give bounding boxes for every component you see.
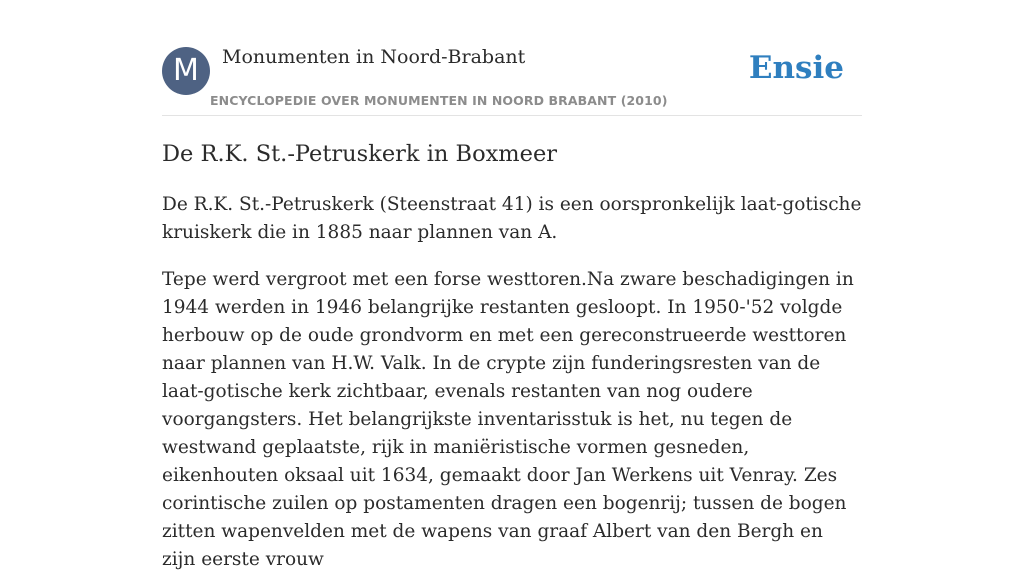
avatar[interactable]: M (162, 47, 210, 95)
article-paragraph: Tepe werd vergroot met een forse westtoren.Na zware beschadigingen in 1944 werden in 1946 belangrijke restanten gesloopt. In 1950-'52 volgde herbouw op de oude grondvorm en met een gereconstrueerde westtoren naar plannen van H.W. Valk. In de crypte zijn funderingsresten van de laat-gotische kerk zichtbaar, evenals restanten van nog oudere voorgangsters. Het belangrijkste inventarisstuk is het, nu tegen de westwand geplaatste, rijk in maniëristische vormen gesneden, eikenhouten oksaal uit 1634, gemaakt door Jan Werkens uit Venray. Zes corintische zuilen op postamenten dragen een bogenrij; tussen de bogen zitten wapenvelden met de wapens van graaf Albert van den Bergh en zijn eerste vrouw (162, 269, 854, 570)
ensie-logo[interactable]: Ensie (748, 50, 844, 86)
site-subtitle: ENCYCLOPEDIE OVER MONUMENTEN IN NOORD BRABANT (2010) (210, 93, 668, 108)
site-header (162, 46, 862, 116)
article-title: De R.K. St.-Petruskerk in Boxmeer (162, 141, 558, 167)
article (162, 137, 862, 574)
article-paragraph: De R.K. St.-Petruskerk (Steenstraat 41) is een oorspronkelijk laat-gotische kruiskerk die in 1885 naar plannen van A. (162, 194, 862, 243)
header-divider (162, 115, 862, 116)
site-title[interactable]: Monumenten in Noord-Brabant (222, 46, 526, 68)
